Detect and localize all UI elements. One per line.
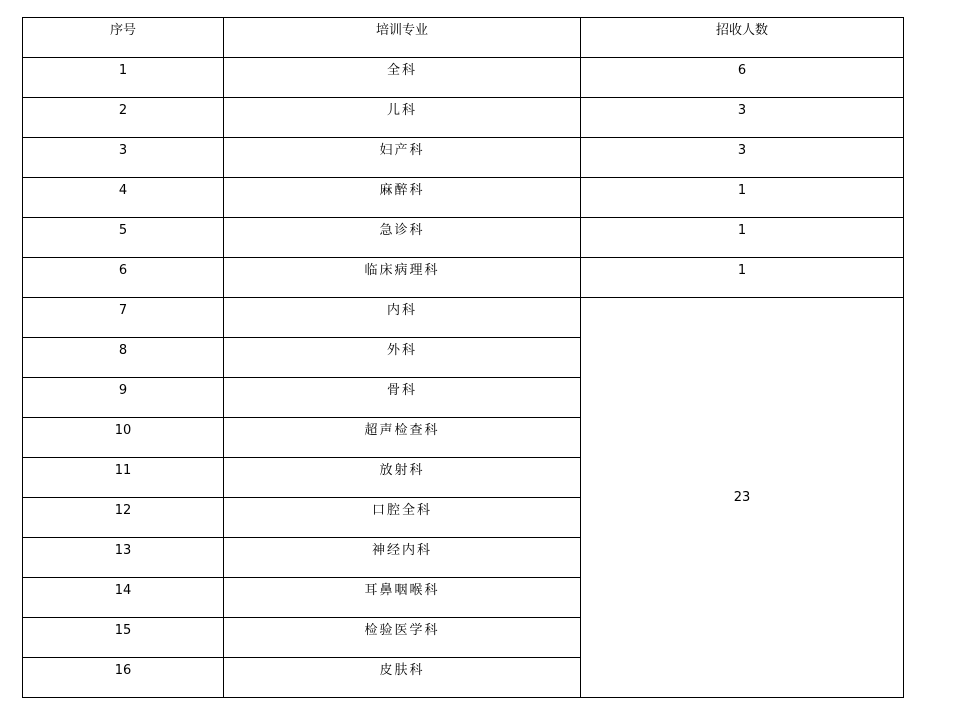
table-row — [23, 218, 904, 258]
row-specialty: 超声检查科 — [224, 418, 581, 458]
row-specialty: 内科 — [224, 298, 581, 338]
row-specialty: 儿科 — [224, 98, 581, 138]
table-row — [23, 58, 904, 98]
row-specialty: 急诊科 — [224, 218, 581, 258]
row-specialty: 皮肤科 — [224, 658, 581, 698]
row-index: 4 — [23, 178, 224, 218]
table-row — [23, 178, 904, 218]
row-index: 12 — [23, 498, 224, 538]
row-index: 7 — [23, 298, 224, 338]
table-header-row — [23, 18, 904, 58]
row-specialty: 骨科 — [224, 378, 581, 418]
row-specialty: 检验医学科 — [224, 618, 581, 658]
enrollment-table — [22, 17, 904, 698]
row-index: 13 — [23, 538, 224, 578]
row-index: 3 — [23, 138, 224, 178]
row-specialty: 放射科 — [224, 458, 581, 498]
header-specialty: 培训专业 — [224, 18, 581, 58]
row-quota: 1 — [581, 218, 904, 258]
row-quota: 1 — [581, 178, 904, 218]
table-row — [23, 258, 904, 298]
row-index: 6 — [23, 258, 224, 298]
header-index: 序号 — [23, 18, 224, 58]
row-index: 11 — [23, 458, 224, 498]
row-specialty: 外科 — [224, 338, 581, 378]
row-quota: 3 — [581, 98, 904, 138]
row-specialty: 全科 — [224, 58, 581, 98]
row-quota: 1 — [581, 258, 904, 298]
row-index: 14 — [23, 578, 224, 618]
row-specialty: 神经内科 — [224, 538, 581, 578]
merged-quota-cell: 23 — [581, 298, 904, 698]
header-quota: 招收人数 — [581, 18, 904, 58]
row-index: 8 — [23, 338, 224, 378]
row-index: 9 — [23, 378, 224, 418]
table-row — [23, 298, 904, 338]
row-index: 16 — [23, 658, 224, 698]
row-quota: 6 — [581, 58, 904, 98]
row-specialty: 妇产科 — [224, 138, 581, 178]
row-index: 1 — [23, 58, 224, 98]
row-specialty: 麻醉科 — [224, 178, 581, 218]
row-specialty: 耳鼻咽喉科 — [224, 578, 581, 618]
row-index: 2 — [23, 98, 224, 138]
row-specialty: 临床病理科 — [224, 258, 581, 298]
row-quota: 3 — [581, 138, 904, 178]
row-specialty: 口腔全科 — [224, 498, 581, 538]
row-index: 10 — [23, 418, 224, 458]
row-index: 5 — [23, 218, 224, 258]
row-index: 15 — [23, 618, 224, 658]
table-row — [23, 98, 904, 138]
table-row — [23, 138, 904, 178]
